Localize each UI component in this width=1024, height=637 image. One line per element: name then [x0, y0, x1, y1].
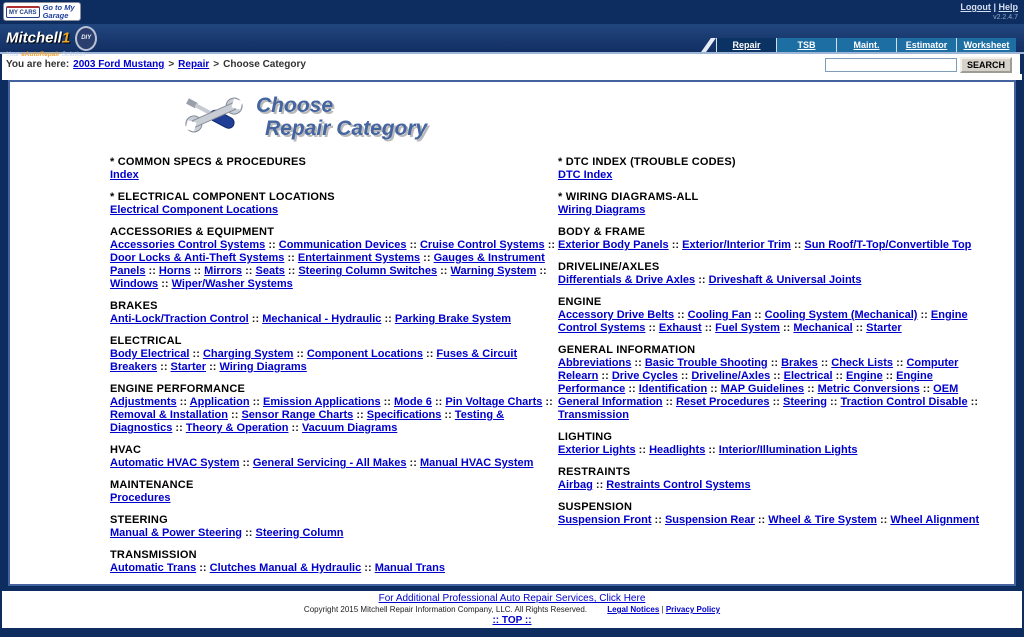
category-link-basic-trouble-shooting[interactable]: Basic Trouble Shooting: [644, 357, 768, 369]
category-section-wiring-diagrams-all: [558, 191, 988, 217]
category-section-transmission: [110, 549, 558, 575]
category-link-cooling-fan[interactable]: Cooling Fan: [687, 309, 752, 321]
category-link-oem-general-information[interactable]: OEM General Information: [558, 383, 959, 408]
category-links: [110, 348, 558, 374]
tab-label: Repair: [732, 40, 761, 50]
category-link-manual-hvac-system[interactable]: Manual HVAC System: [419, 457, 534, 469]
link-separator: ::: [598, 370, 612, 382]
main-panel-wrapper: [0, 80, 1024, 586]
link-separator: ::: [645, 322, 659, 334]
link-separator: ::: [876, 514, 891, 526]
category-section-restraints: [558, 466, 988, 492]
category-heading: DRIVELINE/AXLES: [558, 261, 660, 273]
link-divider: |: [993, 2, 996, 12]
link-separator: ::: [406, 239, 420, 251]
link-separator: ::: [674, 309, 688, 321]
link-separator: ::: [919, 383, 934, 395]
category-link-traction-control-disable[interactable]: Traction Control Disable: [840, 396, 968, 408]
category-section-driveline-axles: [558, 261, 988, 287]
category-link-mechanical-hydraulic[interactable]: Mechanical - Hydraulic: [262, 313, 382, 325]
link-separator: ::: [592, 479, 607, 491]
tab-label: Estimator: [905, 40, 948, 50]
link-separator: ::: [770, 370, 784, 382]
category-link-exterior-body-panels[interactable]: Exterior Body Panels: [558, 239, 669, 251]
category-link-engine-performance[interactable]: Engine Performance: [558, 370, 933, 395]
link-separator: ::: [288, 422, 302, 434]
link-separator: ::: [662, 396, 676, 408]
category-link-driveshaft-universal-joints[interactable]: Driveshaft & Universal Joints: [708, 274, 862, 286]
link-separator: ::: [242, 527, 256, 539]
link-separator: ::: [227, 409, 242, 421]
copyright-text: Copyright 2015 Mitchell Repair Information Company, LLC. All Rights Reserved.: [303, 605, 588, 614]
mitchell1-logo: Mitchell1: [6, 29, 71, 47]
brand-band: [0, 24, 1024, 58]
link-separator: ::: [361, 562, 375, 574]
link-separator: ::: [967, 396, 978, 408]
brand-tagline: Your eAutoRepair Solution: [6, 51, 86, 58]
category-links: [110, 492, 558, 505]
category-link-suspension-front[interactable]: Suspension Front: [558, 514, 652, 526]
category-links: [558, 514, 988, 527]
link-separator: ::: [677, 370, 692, 382]
category-link-wiring-diagrams[interactable]: Wiring Diagrams: [219, 361, 307, 373]
breadcrumb-current: Choose Category: [223, 59, 306, 70]
category-link-windows[interactable]: Windows: [110, 278, 159, 290]
category-section-engine: [558, 296, 988, 335]
category-link-door-locks-anti-theft-systems[interactable]: Door Locks & Anti-Theft Systems: [110, 252, 285, 264]
category-link-horns[interactable]: Horns: [158, 265, 191, 277]
link-separator: ::: [189, 348, 203, 360]
category-links: [558, 239, 988, 252]
nav-tabs: [706, 38, 1016, 52]
search-button[interactable]: SEARCH: [960, 57, 1012, 73]
category-heading: SUSPENSION: [558, 501, 633, 513]
link-separator: ::: [695, 274, 709, 286]
link-separator: ::: [145, 265, 159, 277]
category-section-common-specs-procedures: [110, 156, 558, 182]
category-heading: TRANSMISSION: [110, 549, 197, 561]
category-link-charging-system[interactable]: Charging System: [202, 348, 294, 360]
link-separator: ::: [406, 457, 420, 469]
category-link-wiring-diagrams[interactable]: Wiring Diagrams: [558, 204, 646, 216]
category-link-headlights[interactable]: Headlights: [649, 444, 706, 456]
category-link-general-servicing-all-makes[interactable]: General Servicing - All Makes: [252, 457, 407, 469]
category-link-engine[interactable]: Engine: [846, 370, 883, 382]
version-label: v2.2.4.7: [993, 14, 1018, 21]
page-title: Choose Repair Category: [256, 94, 428, 140]
category-link-check-lists[interactable]: Check Lists: [831, 357, 894, 369]
top-bar: [0, 0, 1024, 24]
link-separator: ::: [668, 239, 683, 251]
category-heading: ACCESSORIES & EQUIPMENT: [110, 226, 275, 238]
category-link-cooling-system-mechanical[interactable]: Cooling System (Mechanical): [764, 309, 918, 321]
link-separator: ::: [380, 396, 395, 408]
category-section-suspension: [558, 501, 988, 527]
category-section-lighting: [558, 431, 988, 457]
category-link-airbag[interactable]: Airbag: [558, 479, 593, 491]
category-links: [110, 396, 558, 435]
category-links: [110, 527, 558, 540]
category-link-fuel-system[interactable]: Fuel System: [715, 322, 780, 334]
link-separator: ::: [353, 409, 367, 421]
category-section-electrical-component-locations: [110, 191, 558, 217]
category-link-steering-column[interactable]: Steering Column: [255, 527, 344, 539]
category-grid: [110, 156, 1014, 584]
category-link-starter[interactable]: Starter: [170, 361, 207, 373]
breadcrumb-separator: >: [213, 59, 220, 70]
category-section-accessories-equipment: [110, 226, 558, 291]
category-link-theory-operation[interactable]: Theory & Operation: [185, 422, 289, 434]
link-separator: ::: [239, 457, 253, 469]
link-separator: ::: [917, 309, 931, 321]
link-separator: ::: [631, 357, 645, 369]
category-heading: * COMMON SPECS & PROCEDURES: [110, 156, 307, 168]
tab-label: Worksheet: [963, 40, 1010, 50]
logout-link[interactable]: Logout: [960, 2, 991, 12]
category-link-vacuum-diagrams[interactable]: Vacuum Diagrams: [301, 422, 398, 434]
breadcrumb-vehicle-link[interactable]: 2003 Ford Mustang: [73, 59, 165, 70]
link-separator: ::: [431, 396, 446, 408]
category-link-procedures[interactable]: Procedures: [110, 492, 171, 504]
services-link[interactable]: For Additional Professional Auto Repair Services, Click Here: [378, 593, 646, 604]
category-link-interior-illumination-lights[interactable]: Interior/Illumination Lights: [718, 444, 858, 456]
category-links: [558, 274, 988, 287]
category-link-driveline-axles[interactable]: Driveline/Axles: [691, 370, 771, 382]
help-link[interactable]: Help: [998, 2, 1018, 12]
link-separator: ::: [707, 383, 721, 395]
category-section-electrical: [110, 335, 558, 374]
category-link-restraints-control-systems[interactable]: Restraints Control Systems: [606, 479, 751, 491]
footer: [2, 591, 1022, 628]
category-link-manual-power-steering[interactable]: Manual & Power Steering: [110, 527, 243, 539]
link-separator: ::: [817, 357, 832, 369]
search-input[interactable]: [825, 58, 957, 72]
link-separator: ::: [422, 348, 437, 360]
category-link-exhaust[interactable]: Exhaust: [658, 322, 702, 334]
category-link-wheel-tire-system[interactable]: Wheel & Tire System: [768, 514, 877, 526]
category-link-clutches-manual-hydraulic[interactable]: Clutches Manual & Hydraulic: [209, 562, 362, 574]
category-heading: HVAC: [110, 444, 142, 456]
link-separator: ::: [852, 322, 867, 334]
category-link-accessory-drive-belts[interactable]: Accessory Drive Belts: [558, 309, 675, 321]
tab-worksheet[interactable]: [956, 38, 1016, 52]
search-box: [825, 57, 1012, 73]
category-links: [558, 169, 988, 182]
category-heading: LIGHTING: [558, 431, 613, 443]
category-link-map-guidelines[interactable]: MAP Guidelines: [720, 383, 805, 395]
category-heading: BODY & FRAME: [558, 226, 646, 238]
link-separator: ::: [536, 265, 547, 277]
breadcrumb-separator: >: [168, 59, 175, 70]
category-links: [558, 479, 988, 492]
category-link-abbreviations[interactable]: Abbreviations: [558, 357, 632, 369]
category-heading: * ELECTRICAL COMPONENT LOCATIONS: [110, 191, 335, 203]
link-separator: ::: [265, 239, 279, 251]
breadcrumb: [2, 54, 1020, 74]
category-link-automatic-trans[interactable]: Automatic Trans: [110, 562, 197, 574]
link-separator: ::: [635, 444, 650, 456]
link-separator: ::: [206, 361, 220, 373]
session-links: [960, 3, 1018, 22]
link-separator: ::: [832, 370, 847, 382]
link-separator: ::: [172, 422, 186, 434]
link-separator: ::: [754, 514, 769, 526]
link-separator: ::: [196, 562, 210, 574]
category-link-wheel-alignment[interactable]: Wheel Alignment: [890, 514, 980, 526]
category-link-specifications[interactable]: Specifications: [366, 409, 442, 421]
main-panel: [8, 80, 1016, 586]
category-links: [110, 457, 558, 470]
link-separator: ::: [176, 396, 190, 408]
diy-badge: DIY: [75, 26, 97, 51]
link-separator: ::: [381, 313, 395, 325]
link-separator: ::: [242, 265, 256, 277]
brand-logo: [6, 26, 97, 58]
breadcrumb-prefix: You are here:: [6, 59, 70, 70]
category-link-dtc-index[interactable]: DTC Index: [558, 169, 613, 181]
link-separator: ::: [249, 396, 263, 408]
category-links: [110, 562, 558, 575]
category-link-warning-system[interactable]: Warning System: [450, 265, 537, 277]
category-links: [110, 204, 558, 217]
link-separator: ::: [767, 357, 782, 369]
tab-slash-decoration: [701, 38, 716, 52]
link-separator: ::: [420, 252, 434, 264]
category-link-emission-applications[interactable]: Emission Applications: [263, 396, 381, 408]
link-separator: ::: [190, 265, 205, 277]
category-links: [558, 309, 988, 335]
category-column-left: [110, 156, 558, 584]
link-separator: ::: [437, 265, 451, 277]
link-separator: ::: [293, 348, 307, 360]
category-heading: STEERING: [110, 514, 168, 526]
category-link-mechanical[interactable]: Mechanical: [793, 322, 853, 334]
category-link-seats[interactable]: Seats: [255, 265, 285, 277]
category-link-brakes[interactable]: Brakes: [781, 357, 818, 369]
category-links: [110, 239, 558, 291]
category-links: [558, 204, 988, 217]
link-separator: ::: [790, 239, 805, 251]
link-separator: ::: [882, 370, 897, 382]
page-header: [182, 94, 1014, 140]
category-section-general-information: [558, 344, 988, 422]
category-link-gauges-instrument-panels[interactable]: Gauges & Instrument Panels: [110, 252, 545, 277]
link-separator: ::: [769, 396, 783, 408]
link-separator: ::: [544, 239, 556, 251]
category-heading: * DTC INDEX (TROUBLE CODES): [558, 156, 736, 168]
category-section-brakes: [110, 300, 558, 326]
category-link-reset-procedures[interactable]: Reset Procedures: [675, 396, 770, 408]
category-heading: ENGINE PERFORMANCE: [110, 383, 245, 395]
link-separator: ::: [542, 396, 553, 408]
license-plate-icon: MY CARS: [6, 6, 40, 18]
footer-link-divider: |: [661, 605, 664, 614]
category-heading: ENGINE: [558, 296, 602, 308]
category-link-exterior-interior-trim[interactable]: Exterior/Interior Trim: [682, 239, 791, 251]
tab-tsb[interactable]: [776, 38, 836, 52]
category-link-body-electrical[interactable]: Body Electrical: [110, 348, 190, 360]
tab-repair[interactable]: [716, 38, 776, 52]
category-heading: GENERAL INFORMATION: [558, 344, 696, 356]
tab-estimator[interactable]: [896, 38, 956, 52]
category-links: [558, 357, 988, 422]
category-link-transmission[interactable]: Transmission: [558, 409, 629, 421]
category-link-steering[interactable]: Steering: [782, 396, 827, 408]
tab-label: TSB: [797, 40, 816, 50]
link-separator: ::: [441, 409, 455, 421]
category-link-manual-trans[interactable]: Manual Trans: [374, 562, 445, 574]
goto-garage-label: Go to My Garage: [42, 2, 75, 20]
category-link-mode-6[interactable]: Mode 6: [394, 396, 432, 408]
link-separator: ::: [625, 383, 639, 395]
category-link-metric-conversions[interactable]: Metric Conversions: [817, 383, 920, 395]
category-links: [110, 313, 558, 326]
category-link-pin-voltage-charts[interactable]: Pin Voltage Charts: [445, 396, 543, 408]
category-link-automatic-hvac-system[interactable]: Automatic HVAC System: [110, 457, 240, 469]
category-link-starter[interactable]: Starter: [866, 322, 902, 334]
link-separator: ::: [827, 396, 841, 408]
top-link[interactable]: :: TOP ::: [492, 615, 532, 626]
category-column-right: [558, 156, 988, 584]
category-link-component-locations[interactable]: Component Locations: [306, 348, 423, 360]
link-separator: ::: [779, 322, 794, 334]
category-link-electrical[interactable]: Electrical: [783, 370, 833, 382]
category-link-identification[interactable]: Identification: [638, 383, 708, 395]
category-link-sensor-range-charts[interactable]: Sensor Range Charts: [241, 409, 354, 421]
footer-bottom-bar: [0, 628, 1024, 637]
category-link-suspension-rear[interactable]: Suspension Rear: [664, 514, 755, 526]
category-link-drive-cycles[interactable]: Drive Cycles: [611, 370, 678, 382]
category-link-anti-lock-traction-control[interactable]: Anti-Lock/Traction Control: [110, 313, 249, 325]
link-separator: ::: [157, 361, 171, 373]
category-section-dtc-index-trouble-codes: [558, 156, 988, 182]
tab-maint[interactable]: [836, 38, 896, 52]
category-link-adjustments[interactable]: Adjustments: [110, 396, 177, 408]
category-link-steering-column-switches[interactable]: Steering Column Switches: [298, 265, 438, 277]
category-section-engine-performance: [110, 383, 558, 435]
category-link-fuses-circuit-breakers[interactable]: Fuses & Circuit Breakers: [110, 348, 518, 373]
tab-label: Maint.: [853, 40, 880, 50]
repair-tools-icon: [182, 94, 246, 136]
category-heading: ELECTRICAL: [110, 335, 182, 347]
category-link-entertainment-systems[interactable]: Entertainment Systems: [297, 252, 421, 264]
category-heading: * WIRING DIAGRAMS-ALL: [558, 191, 699, 203]
category-section-maintenance: [110, 479, 558, 505]
category-heading: BRAKES: [110, 300, 158, 312]
category-heading: RESTRAINTS: [558, 466, 631, 478]
category-link-wiper-washer-systems[interactable]: Wiper/Washer Systems: [171, 278, 293, 290]
category-link-accessories-control-systems[interactable]: Accessories Control Systems: [110, 239, 266, 251]
category-section-body-frame: [558, 226, 988, 252]
category-link-engine-control-systems[interactable]: Engine Control Systems: [558, 309, 968, 334]
link-separator: ::: [804, 383, 818, 395]
category-section-steering: [110, 514, 558, 540]
category-link-removal-installation[interactable]: Removal & Installation: [110, 409, 228, 421]
link-separator: ::: [248, 313, 263, 325]
link-separator: ::: [751, 309, 765, 321]
category-link-communication-devices[interactable]: Communication Devices: [278, 239, 407, 251]
link-separator: ::: [284, 252, 298, 264]
category-links: [558, 444, 988, 457]
category-link-testing-diagnostics[interactable]: Testing & Diagnostics: [110, 409, 505, 434]
category-link-parking-brake-system[interactable]: Parking Brake System: [394, 313, 512, 325]
link-separator: ::: [651, 514, 665, 526]
breadcrumb-repair-link[interactable]: Repair: [178, 59, 210, 70]
category-link-cruise-control-systems[interactable]: Cruise Control Systems: [419, 239, 545, 251]
category-link-differentials-drive-axles[interactable]: Differentials & Drive Axles: [558, 274, 696, 286]
category-link-exterior-lights[interactable]: Exterior Lights: [558, 444, 636, 456]
link-separator: ::: [705, 444, 719, 456]
category-section-hvac: [110, 444, 558, 470]
legal-notices-link[interactable]: Legal Notices: [607, 605, 660, 614]
category-link-electrical-component-locations[interactable]: Electrical Component Locations: [110, 204, 279, 216]
category-link-index[interactable]: Index: [110, 169, 139, 181]
category-link-computer-relearn[interactable]: Computer Relearn: [558, 357, 959, 382]
category-heading: MAINTENANCE: [110, 479, 194, 491]
mycars-button[interactable]: [3, 2, 81, 21]
link-separator: ::: [893, 357, 907, 369]
link-separator: ::: [158, 278, 172, 290]
privacy-policy-link[interactable]: Privacy Policy: [665, 605, 721, 614]
link-separator: ::: [701, 322, 716, 334]
category-link-application[interactable]: Application: [189, 396, 250, 408]
category-links: [110, 169, 558, 182]
link-separator: ::: [284, 265, 299, 277]
category-link-mirrors[interactable]: Mirrors: [204, 265, 243, 277]
category-link-sun-roof-t-top-convertible-top[interactable]: Sun Roof/T-Top/Convertible Top: [804, 239, 972, 251]
